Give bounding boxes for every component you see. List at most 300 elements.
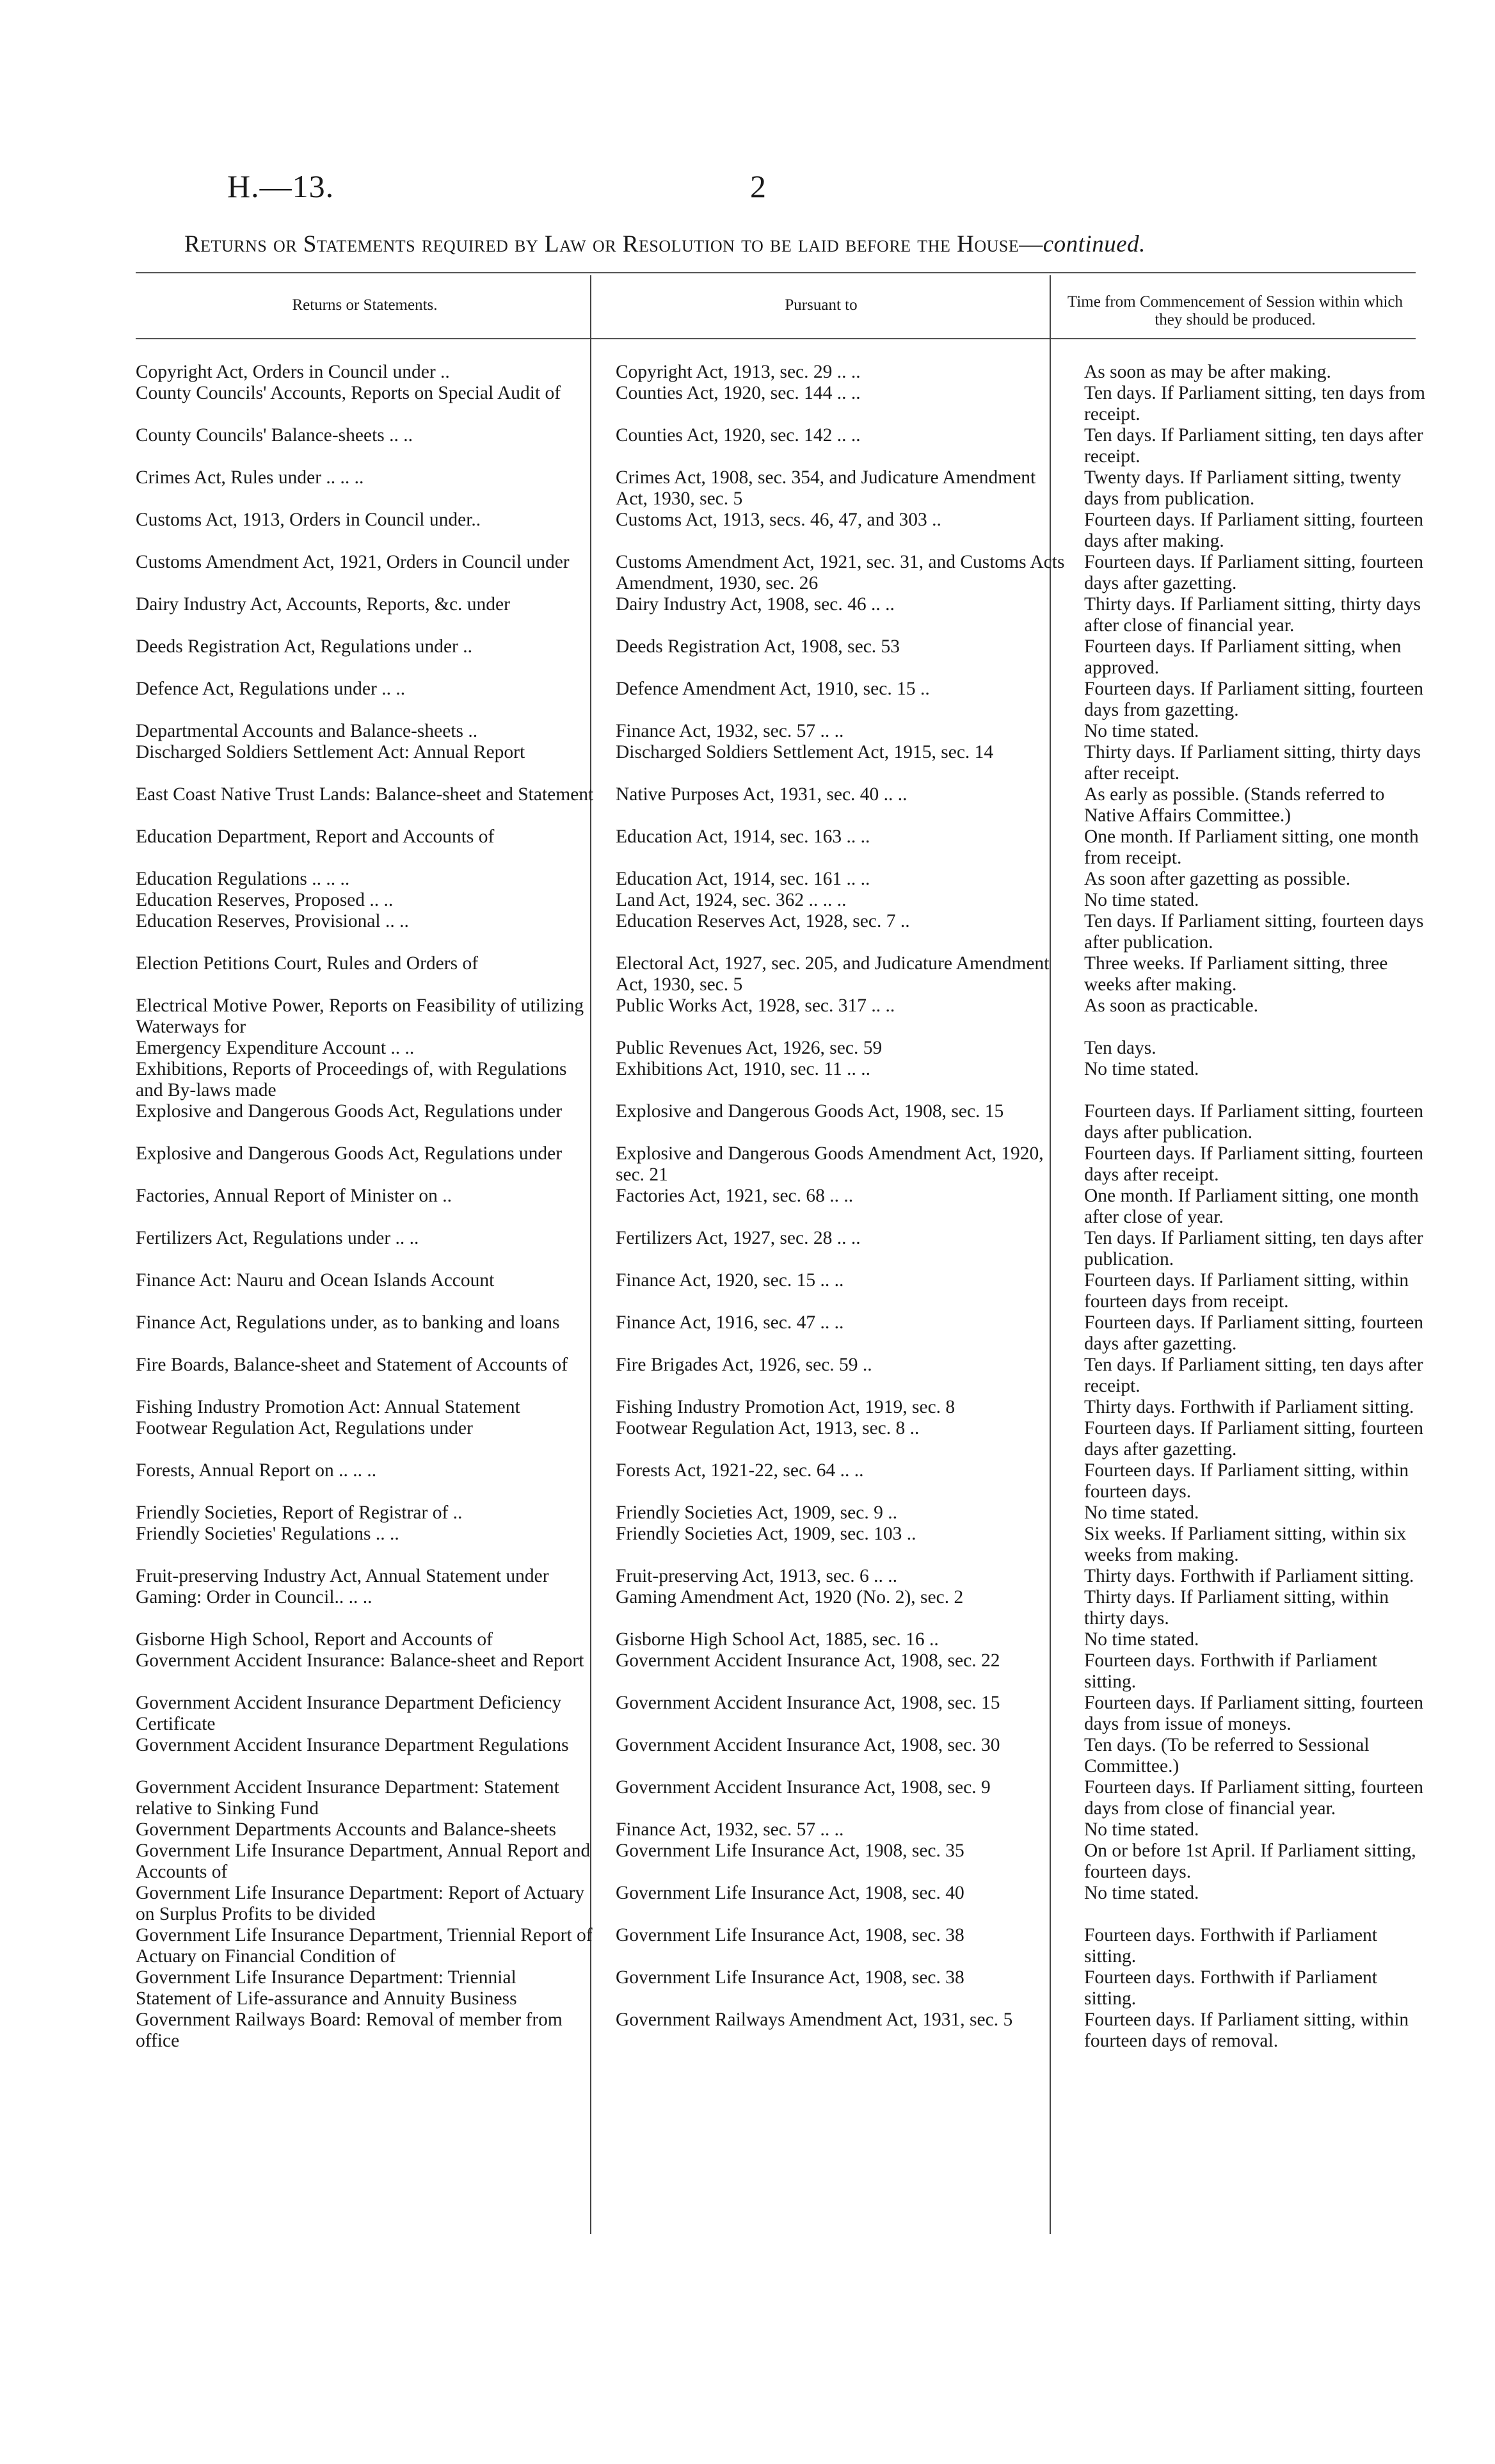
pursuant-to-cell-wrapper xyxy=(598,467,1075,510)
return-statement-cell: Government Accident Insurance: Balance-sheet and Report xyxy=(136,1650,584,1671)
time-cell-wrapper xyxy=(1075,1101,1430,1143)
time-cell: Fourteen days. Forthwith if Parliament sitting. xyxy=(1084,1925,1377,1967)
return-statement-cell-wrapper xyxy=(136,510,598,552)
time-cell-wrapper xyxy=(1075,1059,1430,1101)
time-cell: Fourteen days. Forthwith if Parliament sitting. xyxy=(1084,1650,1377,1692)
return-statement-cell: Friendly Societies, Report of Registrar of .. xyxy=(136,1502,463,1523)
time-cell-wrapper xyxy=(1075,2009,1430,2052)
pursuant-to-cell-wrapper xyxy=(598,911,1075,953)
table-row xyxy=(136,1925,1430,1967)
pursuant-to-cell-wrapper xyxy=(598,1819,1075,1840)
table-row xyxy=(136,742,1430,784)
return-statement-cell-wrapper xyxy=(136,784,598,826)
pursuant-to-cell: Gaming Amendment Act, 1920 (No. 2), sec. 2 xyxy=(616,1587,964,1607)
time-cell-wrapper xyxy=(1075,826,1430,869)
pursuant-to-cell: Footwear Regulation Act, 1913, sec. 8 .. xyxy=(616,1418,920,1438)
return-statement-cell: Government Life Insurance Department, Triennial Report of Actuary on Financial Condition of xyxy=(136,1925,593,1967)
return-statement-cell: Election Petitions Court, Rules and Orders of xyxy=(136,953,479,974)
return-statement-cell: Electrical Motive Power, Reports on Feasibility of utilizing Waterways for xyxy=(136,995,584,1037)
pursuant-to-cell-wrapper xyxy=(598,1502,1075,1524)
time-cell: Thirty days. If Parliament sitting, thirty days after receipt. xyxy=(1084,742,1421,784)
return-statement-cell-wrapper xyxy=(136,1925,598,1967)
return-statement-cell-wrapper xyxy=(136,1059,598,1101)
return-statement-cell-wrapper xyxy=(136,911,598,953)
table-row xyxy=(136,1059,1430,1101)
time-cell: Fourteen days. If Parliament sitting, fourteen days after receipt. xyxy=(1084,1143,1424,1185)
pursuant-to-cell-wrapper xyxy=(598,2009,1075,2052)
table-row xyxy=(136,1038,1430,1059)
time-cell-wrapper xyxy=(1075,1735,1430,1777)
return-statement-cell-wrapper xyxy=(136,1693,598,1735)
time-cell-wrapper xyxy=(1075,383,1430,425)
time-cell: As soon as may be after making. xyxy=(1084,362,1331,382)
return-statement-cell: Fire Boards, Balance-sheet and Statement of Accounts of xyxy=(136,1355,568,1375)
pursuant-to-cell-wrapper xyxy=(598,1186,1075,1228)
return-statement-cell-wrapper xyxy=(136,1418,598,1460)
return-statement-cell-wrapper xyxy=(136,1397,598,1418)
return-statement-cell: Education Regulations .. .. .. xyxy=(136,869,350,889)
pursuant-to-cell: Electoral Act, 1927, sec. 205, and Judicature Amendment Act, 1930, sec. 5 xyxy=(616,953,1050,995)
return-statement-cell-wrapper xyxy=(136,1143,598,1186)
pursuant-to-cell: Education Act, 1914, sec. 161 .. .. xyxy=(616,869,870,889)
time-cell: Ten days. (To be referred to Sessional Committee.) xyxy=(1084,1735,1370,1776)
column-header-time: Time from Commencement of Session within which they should be produced. xyxy=(1067,293,1403,328)
pursuant-to-cell: Fertilizers Act, 1927, sec. 28 .. .. xyxy=(616,1228,861,1248)
pursuant-to-cell: Native Purposes Act, 1931, sec. 40 .. .. xyxy=(616,784,907,805)
pursuant-to-cell-wrapper xyxy=(598,1228,1075,1270)
pursuant-to-cell-wrapper xyxy=(598,383,1075,425)
pursuant-to-cell: Public Works Act, 1928, sec. 317 .. .. xyxy=(616,995,895,1016)
return-statement-cell-wrapper xyxy=(136,1355,598,1397)
return-statement-cell: Emergency Expenditure Account .. .. xyxy=(136,1038,415,1058)
return-statement-cell: Footwear Regulation Act, Regulations under xyxy=(136,1418,473,1438)
time-cell: Fourteen days. If Parliament sitting, within fourteen days. xyxy=(1084,1460,1409,1502)
return-statement-cell: Defence Act, Regulations under .. .. xyxy=(136,679,406,699)
return-statement-cell: Government Railways Board: Removal of member from office xyxy=(136,2009,563,2051)
time-cell-wrapper xyxy=(1075,1355,1430,1397)
time-cell-wrapper xyxy=(1075,1502,1430,1524)
time-cell-wrapper xyxy=(1075,1418,1430,1460)
time-cell: Fourteen days. If Parliament sitting, fourteen days after gazetting. xyxy=(1084,1312,1424,1354)
pursuant-to-cell: Customs Amendment Act, 1921, sec. 31, and Customs Acts Amendment, 1930, sec. 26 xyxy=(616,552,1065,593)
time-cell-wrapper xyxy=(1075,510,1430,552)
time-cell: Thirty days. Forthwith if Parliament sitting. xyxy=(1084,1397,1414,1417)
time-cell-wrapper xyxy=(1075,1629,1430,1650)
pursuant-to-cell-wrapper xyxy=(598,1418,1075,1460)
pursuant-to-cell: Deeds Registration Act, 1908, sec. 53 xyxy=(616,636,900,657)
pursuant-to-cell: Factories Act, 1921, sec. 68 .. .. xyxy=(616,1186,854,1206)
return-statement-cell-wrapper xyxy=(136,1777,598,1819)
pursuant-to-cell-wrapper xyxy=(598,1460,1075,1502)
time-cell-wrapper xyxy=(1075,425,1430,467)
document-id: H.—13. xyxy=(227,168,335,204)
return-statement-cell-wrapper xyxy=(136,636,598,679)
return-statement-cell-wrapper xyxy=(136,425,598,467)
time-cell-wrapper xyxy=(1075,1524,1430,1566)
time-cell: One month. If Parliament sitting, one month after close of year. xyxy=(1084,1186,1419,1227)
table-row xyxy=(136,1883,1430,1925)
pursuant-to-cell-wrapper xyxy=(598,1355,1075,1397)
return-statement-cell: Fishing Industry Promotion Act: Annual Statement xyxy=(136,1397,520,1417)
time-cell: Ten days. If Parliament sitting, fourteen days after publication. xyxy=(1084,911,1424,953)
pursuant-to-cell: Fire Brigades Act, 1926, sec. 59 .. xyxy=(616,1355,872,1375)
return-statement-cell: Crimes Act, Rules under .. .. .. xyxy=(136,467,364,488)
return-statement-cell: Government Accident Insurance Department Deficiency Certificate xyxy=(136,1693,562,1734)
table-row xyxy=(136,1355,1430,1397)
return-statement-cell-wrapper xyxy=(136,1735,598,1777)
table-row xyxy=(136,1312,1430,1355)
table-row xyxy=(136,1693,1430,1735)
time-cell: Three weeks. If Parliament sitting, three weeks after making. xyxy=(1084,953,1388,995)
time-cell-wrapper xyxy=(1075,1397,1430,1418)
time-cell: No time stated. xyxy=(1084,1502,1199,1523)
table-row xyxy=(136,1397,1430,1418)
time-cell: Ten days. If Parliament sitting, ten days after receipt. xyxy=(1084,1355,1423,1396)
return-statement-cell: Friendly Societies' Regulations .. .. xyxy=(136,1524,399,1544)
table-row xyxy=(136,679,1430,721)
time-cell: Ten days. xyxy=(1084,1038,1156,1058)
time-cell: No time stated. xyxy=(1084,1819,1199,1840)
table-row xyxy=(136,1186,1430,1228)
return-statement-cell-wrapper xyxy=(136,594,598,636)
table-row xyxy=(136,1819,1430,1840)
pursuant-to-cell: Gisborne High School Act, 1885, sec. 16 .. xyxy=(616,1629,939,1650)
table-row xyxy=(136,1735,1430,1777)
return-statement-cell: Gisborne High School, Report and Accounts of xyxy=(136,1629,493,1650)
time-cell: Thirty days. If Parliament sitting, thirty days after close of financial year. xyxy=(1084,594,1421,636)
pursuant-to-cell-wrapper xyxy=(598,742,1075,784)
time-cell-wrapper xyxy=(1075,552,1430,594)
page-title-suffix: continued. xyxy=(1043,231,1146,257)
pursuant-to-cell-wrapper xyxy=(598,1883,1075,1925)
table-row xyxy=(136,467,1430,510)
return-statement-cell-wrapper xyxy=(136,1502,598,1524)
table-row xyxy=(136,995,1430,1038)
pursuant-to-cell: Government Accident Insurance Act, 1908, sec. 9 xyxy=(616,1777,991,1798)
return-statement-cell-wrapper xyxy=(136,1883,598,1925)
time-cell: As soon after gazetting as possible. xyxy=(1084,869,1351,889)
time-cell-wrapper xyxy=(1075,1186,1430,1228)
pursuant-to-cell: Education Act, 1914, sec. 163 .. .. xyxy=(616,826,870,847)
time-cell-wrapper xyxy=(1075,1143,1430,1186)
pursuant-to-cell-wrapper xyxy=(598,1650,1075,1693)
pursuant-to-cell: Finance Act, 1932, sec. 57 .. .. xyxy=(616,721,844,741)
pursuant-to-cell-wrapper xyxy=(598,679,1075,721)
time-cell-wrapper xyxy=(1075,1566,1430,1587)
return-statement-cell-wrapper xyxy=(136,1629,598,1650)
return-statement-cell-wrapper xyxy=(136,1566,598,1587)
table-row xyxy=(136,383,1430,425)
pursuant-to-cell-wrapper xyxy=(598,1143,1075,1186)
time-cell-wrapper xyxy=(1075,1693,1430,1735)
pursuant-to-cell-wrapper xyxy=(598,869,1075,890)
return-statement-cell-wrapper xyxy=(136,467,598,510)
pursuant-to-cell: Dairy Industry Act, 1908, sec. 46 .. .. xyxy=(616,594,895,615)
pursuant-to-cell: Finance Act, 1920, sec. 15 .. .. xyxy=(616,1270,844,1291)
time-cell: No time stated. xyxy=(1084,721,1199,741)
return-statement-cell: Government Departments Accounts and Balance-sheets xyxy=(136,1819,556,1840)
pursuant-to-cell-wrapper xyxy=(598,1735,1075,1777)
return-statement-cell-wrapper xyxy=(136,1186,598,1228)
return-statement-cell-wrapper xyxy=(136,552,598,594)
table-row xyxy=(136,1143,1430,1186)
pursuant-to-cell: Friendly Societies Act, 1909, sec. 9 .. xyxy=(616,1502,897,1523)
return-statement-cell: Exhibitions, Reports of Proceedings of, with Regulations and By-laws made xyxy=(136,1059,567,1100)
return-statement-cell-wrapper xyxy=(136,1460,598,1502)
return-statement-cell-wrapper xyxy=(136,1312,598,1355)
time-cell: Fourteen days. If Parliament sitting, fourteen days after gazetting. xyxy=(1084,1418,1424,1460)
pursuant-to-cell: Explosive and Dangerous Goods Act, 1908, sec. 15 xyxy=(616,1101,1004,1122)
pursuant-to-cell-wrapper xyxy=(598,425,1075,467)
time-cell-wrapper xyxy=(1075,1270,1430,1312)
return-statement-cell: Customs Act, 1913, Orders in Council under.. xyxy=(136,510,481,530)
return-statement-cell-wrapper xyxy=(136,1967,598,2009)
time-cell: One month. If Parliament sitting, one month from receipt. xyxy=(1084,826,1419,868)
time-cell: As early as possible. (Stands referred to Native Affairs Committee.) xyxy=(1084,784,1385,826)
table-row xyxy=(136,1524,1430,1566)
returns-table-body xyxy=(136,362,1430,2052)
pursuant-to-cell: Copyright Act, 1913, sec. 29 .. .. xyxy=(616,362,861,382)
return-statement-cell-wrapper xyxy=(136,953,598,995)
time-cell: Fourteen days. If Parliament sitting, within fourteen days of removal. xyxy=(1084,2009,1409,2051)
pursuant-to-cell-wrapper xyxy=(598,1587,1075,1629)
pursuant-to-cell-wrapper xyxy=(598,1101,1075,1143)
time-cell-wrapper xyxy=(1075,742,1430,784)
page-title xyxy=(184,230,1413,258)
pursuant-to-cell: Explosive and Dangerous Goods Amendment Act, 1920, sec. 21 xyxy=(616,1143,1044,1185)
pursuant-to-cell-wrapper xyxy=(598,1566,1075,1587)
time-cell: Thirty days. Forthwith if Parliament sitting. xyxy=(1084,1566,1414,1586)
pursuant-to-cell: Public Revenues Act, 1926, sec. 59 xyxy=(616,1038,883,1058)
pursuant-to-cell: Finance Act, 1916, sec. 47 .. .. xyxy=(616,1312,844,1333)
table-row xyxy=(136,890,1430,911)
column-header-pursuant: Pursuant to xyxy=(785,296,858,314)
table-row xyxy=(136,953,1430,995)
return-statement-cell-wrapper xyxy=(136,1587,598,1629)
return-statement-cell: Government Accident Insurance Department: Statement relative to Sinking Fund xyxy=(136,1777,559,1819)
time-cell-wrapper xyxy=(1075,636,1430,679)
return-statement-cell: Discharged Soldiers Settlement Act: Annual Report xyxy=(136,742,525,762)
table-row xyxy=(136,552,1430,594)
time-cell: Six weeks. If Parliament sitting, within six weeks from making. xyxy=(1084,1524,1407,1565)
return-statement-cell: Gaming: Order in Council.. .. .. xyxy=(136,1587,372,1607)
pursuant-to-cell: Discharged Soldiers Settlement Act, 1915, sec. 14 xyxy=(616,742,994,762)
pursuant-to-cell-wrapper xyxy=(598,362,1075,383)
pursuant-to-cell: Government Life Insurance Act, 1908, sec. 38 xyxy=(616,1925,964,1945)
time-cell-wrapper xyxy=(1075,1840,1430,1883)
return-statement-cell-wrapper xyxy=(136,383,598,425)
pursuant-to-cell: Education Reserves Act, 1928, sec. 7 .. xyxy=(616,911,910,931)
pursuant-to-cell-wrapper xyxy=(598,510,1075,552)
return-statement-cell: East Coast Native Trust Lands: Balance-sheet and Statement xyxy=(136,784,594,805)
return-statement-cell: Government Life Insurance Department: Report of Actuary on Surplus Profits to be divided xyxy=(136,1883,585,1924)
pursuant-to-cell-wrapper xyxy=(598,1693,1075,1735)
time-cell: Fourteen days. If Parliament sitting, within fourteen days from receipt. xyxy=(1084,1270,1409,1312)
time-cell-wrapper xyxy=(1075,594,1430,636)
return-statement-cell-wrapper xyxy=(136,1650,598,1693)
pursuant-to-cell: Forests Act, 1921-22, sec. 64 .. .. xyxy=(616,1460,864,1481)
time-cell-wrapper xyxy=(1075,1650,1430,1693)
return-statement-cell: Finance Act, Regulations under, as to banking and loans xyxy=(136,1312,560,1333)
return-statement-cell: Education Reserves, Proposed .. .. xyxy=(136,890,394,910)
pursuant-to-cell-wrapper xyxy=(598,636,1075,679)
table-row xyxy=(136,1566,1430,1587)
return-statement-cell: Deeds Registration Act, Regulations under .. xyxy=(136,636,472,657)
pursuant-to-cell: Counties Act, 1920, sec. 142 .. .. xyxy=(616,425,861,446)
return-statement-cell: Explosive and Dangerous Goods Act, Regulations under xyxy=(136,1101,563,1122)
time-cell-wrapper xyxy=(1075,721,1430,742)
top-rule xyxy=(136,272,1416,273)
time-cell-wrapper xyxy=(1075,1587,1430,1629)
time-cell: On or before 1st April. If Parliament sitting, fourteen days. xyxy=(1084,1840,1416,1882)
return-statement-cell-wrapper xyxy=(136,742,598,784)
pursuant-to-cell-wrapper xyxy=(598,1312,1075,1355)
return-statement-cell-wrapper xyxy=(136,1228,598,1270)
pursuant-to-cell: Customs Act, 1913, secs. 46, 47, and 303 .. xyxy=(616,510,941,530)
return-statement-cell-wrapper xyxy=(136,995,598,1038)
pursuant-to-cell-wrapper xyxy=(598,594,1075,636)
pursuant-to-cell: Land Act, 1924, sec. 362 .. .. .. xyxy=(616,890,847,910)
time-cell-wrapper xyxy=(1075,362,1430,383)
time-cell: No time stated. xyxy=(1084,1629,1199,1650)
pursuant-to-cell: Government Accident Insurance Act, 1908, sec. 15 xyxy=(616,1693,1000,1713)
return-statement-cell-wrapper xyxy=(136,1101,598,1143)
time-cell-wrapper xyxy=(1075,1967,1430,2009)
return-statement-cell-wrapper xyxy=(136,1840,598,1883)
table-row xyxy=(136,2009,1430,2052)
return-statement-cell: Fertilizers Act, Regulations under .. .. xyxy=(136,1228,419,1248)
pursuant-to-cell: Government Life Insurance Act, 1908, sec. 40 xyxy=(616,1883,964,1903)
table-row xyxy=(136,510,1430,552)
table-row xyxy=(136,1650,1430,1693)
pursuant-to-cell-wrapper xyxy=(598,784,1075,826)
time-cell: Fourteen days. If Parliament sitting, fourteen days from issue of moneys. xyxy=(1084,1693,1424,1734)
time-cell: As soon as practicable. xyxy=(1084,995,1258,1016)
pursuant-to-cell-wrapper xyxy=(598,1059,1075,1101)
pursuant-to-cell-wrapper xyxy=(598,1967,1075,2009)
table-row xyxy=(136,1228,1430,1270)
pursuant-to-cell: Fruit-preserving Act, 1913, sec. 6 .. .. xyxy=(616,1566,897,1586)
return-statement-cell: Finance Act: Nauru and Ocean Islands Account xyxy=(136,1270,495,1291)
pursuant-to-cell-wrapper xyxy=(598,1925,1075,1967)
time-cell-wrapper xyxy=(1075,1460,1430,1502)
time-cell-wrapper xyxy=(1075,1925,1430,1967)
table-row xyxy=(136,1460,1430,1502)
pursuant-to-cell: Finance Act, 1932, sec. 57 .. .. xyxy=(616,1819,844,1840)
table-row xyxy=(136,1418,1430,1460)
table-row xyxy=(136,362,1430,383)
return-statement-cell-wrapper xyxy=(136,2009,598,2052)
pursuant-to-cell-wrapper xyxy=(598,1777,1075,1819)
return-statement-cell: Departmental Accounts and Balance-sheets .. xyxy=(136,721,478,741)
return-statement-cell-wrapper xyxy=(136,826,598,869)
time-cell: Fourteen days. If Parliament sitting, fourteen days after publication. xyxy=(1084,1101,1424,1143)
pursuant-to-cell-wrapper xyxy=(598,1270,1075,1312)
pursuant-to-cell-wrapper xyxy=(598,953,1075,995)
returns-table xyxy=(136,362,1430,2052)
table-row xyxy=(136,826,1430,869)
time-cell: Fourteen days. If Parliament sitting, when approved. xyxy=(1084,636,1402,678)
time-cell-wrapper xyxy=(1075,911,1430,953)
time-cell: Fourteen days. If Parliament sitting, fourteen days after making. xyxy=(1084,510,1424,551)
pursuant-to-cell: Counties Act, 1920, sec. 144 .. .. xyxy=(616,383,861,403)
time-cell: No time stated. xyxy=(1084,890,1199,910)
table-row xyxy=(136,1587,1430,1629)
pursuant-to-cell-wrapper xyxy=(598,826,1075,869)
table-row xyxy=(136,1629,1430,1650)
return-statement-cell-wrapper xyxy=(136,721,598,742)
pursuant-to-cell-wrapper xyxy=(598,995,1075,1038)
pursuant-to-cell: Crimes Act, 1908, sec. 354, and Judicature Amendment Act, 1930, sec. 5 xyxy=(616,467,1036,509)
time-cell-wrapper xyxy=(1075,1312,1430,1355)
return-statement-cell: Education Reserves, Provisional .. .. xyxy=(136,911,409,931)
return-statement-cell: Education Department, Report and Accounts of xyxy=(136,826,495,847)
pursuant-to-cell-wrapper xyxy=(598,1038,1075,1059)
time-cell: No time stated. xyxy=(1084,1059,1199,1079)
return-statement-cell: County Councils' Accounts, Reports on Special Audit of xyxy=(136,383,561,403)
return-statement-cell: Fruit-preserving Industry Act, Annual Statement under xyxy=(136,1566,549,1586)
pursuant-to-cell: Government Accident Insurance Act, 1908, sec. 30 xyxy=(616,1735,1000,1755)
pursuant-to-cell: Friendly Societies Act, 1909, sec. 103 .. xyxy=(616,1524,916,1544)
return-statement-cell: Customs Amendment Act, 1921, Orders in Council under xyxy=(136,552,570,572)
table-row xyxy=(136,721,1430,742)
pursuant-to-cell-wrapper xyxy=(598,1397,1075,1418)
return-statement-cell-wrapper xyxy=(136,890,598,911)
table-row xyxy=(136,1840,1430,1883)
return-statement-cell: Explosive and Dangerous Goods Act, Regulations under xyxy=(136,1143,563,1164)
time-cell-wrapper xyxy=(1075,467,1430,510)
pursuant-to-cell: Fishing Industry Promotion Act, 1919, sec. 8 xyxy=(616,1397,955,1417)
table-row xyxy=(136,1967,1430,2009)
table-row xyxy=(136,1777,1430,1819)
return-statement-cell-wrapper xyxy=(136,869,598,890)
time-cell-wrapper xyxy=(1075,1228,1430,1270)
return-statement-cell: Copyright Act, Orders in Council under .. xyxy=(136,362,450,382)
table-row xyxy=(136,784,1430,826)
return-statement-cell: County Councils' Balance-sheets .. .. xyxy=(136,425,413,446)
return-statement-cell: Forests, Annual Report on .. .. .. xyxy=(136,1460,377,1481)
time-cell: Fourteen days. If Parliament sitting, fourteen days after gazetting. xyxy=(1084,552,1424,593)
pursuant-to-cell: Government Railways Amendment Act, 1931, sec. 5 xyxy=(616,2009,1013,2030)
time-cell: Ten days. If Parliament sitting, ten days after receipt. xyxy=(1084,425,1423,467)
pursuant-to-cell: Government Life Insurance Act, 1908, sec. 35 xyxy=(616,1840,964,1861)
time-cell: Thirty days. If Parliament sitting, within thirty days. xyxy=(1084,1587,1389,1629)
time-cell-wrapper xyxy=(1075,1883,1430,1925)
return-statement-cell: Dairy Industry Act, Accounts, Reports, &c. under xyxy=(136,594,510,615)
time-cell-wrapper xyxy=(1075,1819,1430,1840)
time-cell-wrapper xyxy=(1075,1777,1430,1819)
time-cell-wrapper xyxy=(1075,890,1430,911)
time-cell: Fourteen days. If Parliament sitting, fourteen days from gazetting. xyxy=(1084,679,1424,720)
column-header-returns: Returns or Statements. xyxy=(292,296,438,314)
time-cell-wrapper xyxy=(1075,869,1430,890)
pursuant-to-cell: Government Life Insurance Act, 1908, sec. 38 xyxy=(616,1967,964,1988)
header-rule xyxy=(136,338,1416,339)
table-row xyxy=(136,636,1430,679)
time-cell: Fourteen days. If Parliament sitting, fourteen days from close of financial year. xyxy=(1084,1777,1424,1819)
time-cell-wrapper xyxy=(1075,784,1430,826)
return-statement-cell-wrapper xyxy=(136,679,598,721)
time-cell: Twenty days. If Parliament sitting, twenty days from publication. xyxy=(1084,467,1402,509)
time-cell-wrapper xyxy=(1075,995,1430,1038)
time-cell: No time stated. xyxy=(1084,1883,1199,1903)
return-statement-cell-wrapper xyxy=(136,1524,598,1566)
time-cell: Ten days. If Parliament sitting, ten days from receipt. xyxy=(1084,383,1425,424)
time-cell-wrapper xyxy=(1075,953,1430,995)
return-statement-cell-wrapper xyxy=(136,362,598,383)
return-statement-cell-wrapper xyxy=(136,1038,598,1059)
page-number: 2 xyxy=(750,168,766,204)
